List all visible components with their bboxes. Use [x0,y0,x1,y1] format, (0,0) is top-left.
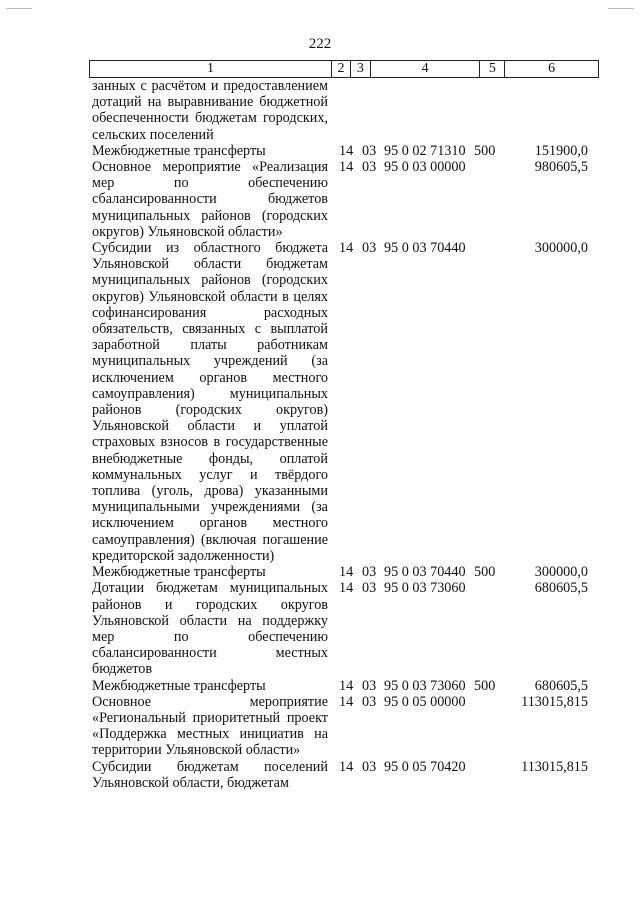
row-target-code: 95 0 05 00000 [384,693,466,710]
row-target-code: 95 0 03 73060 [384,677,466,694]
row-amount: 680605,5 [534,580,588,597]
row-section: 14 [339,142,354,159]
table-row [0,159,640,240]
row-target-code: 95 0 03 70440 [384,564,466,581]
table-header [89,60,599,78]
row-expense-type: 500 [474,677,496,694]
row-amount: 151900,0 [534,142,588,159]
row-amount: 980605,5 [534,159,588,176]
scan-corner-mark [608,8,634,9]
row-subsection: 03 [362,758,377,775]
row-section: 14 [339,758,354,775]
table-row [0,78,640,143]
table-row [0,240,640,564]
row-section: 14 [339,240,354,257]
row-name: Межбюджетные трансферты [92,677,266,694]
header-col-3: 3 [351,61,371,77]
row-name: Межбюджетные трансферты [92,564,266,581]
row-name: занных с расчётом и предоставлением дотаций на выравнивание бюджетной обеспеченности бюджетам городских, сельских поселений [92,78,328,143]
table-row [0,759,640,791]
header-col-4: 4 [371,61,481,77]
row-amount: 680605,5 [534,677,588,694]
row-subsection: 03 [362,693,377,710]
row-amount: 113015,815 [521,758,588,775]
table-row [0,580,640,677]
scan-corner-mark [6,8,32,9]
row-subsection: 03 [362,677,377,694]
table-row [0,694,640,759]
header-col-6: 6 [548,61,556,76]
header-col-1: 1 [90,61,332,77]
row-name: Основное мероприятие «Реализация мер по обеспечению сбалансированности бюджетов муниципальных районов (городских округов) Ульяновской области» [92,159,328,240]
row-subsection: 03 [362,142,377,159]
row-section: 14 [339,159,354,176]
row-name: Основное мероприятие «Региональный приоритетный проект «Поддержка местных инициатив на территории Ульяновской области» [92,693,328,759]
row-target-code: 95 0 03 00000 [384,159,466,176]
row-target-code: 95 0 03 73060 [384,580,466,597]
page-number: 222 [308,36,332,52]
row-expense-type: 500 [474,142,496,159]
row-section: 14 [339,580,354,597]
row-amount: 113015,815 [521,693,588,710]
header-col-2: 2 [332,61,351,77]
row-subsection: 03 [362,159,377,176]
budget-table [0,78,640,791]
row-name: Субсидии из областного бюджета Ульяновской области бюджетам муниципальных районов (городских округов) Ульяновской области в целях софинансирования расходных обязательств, связанных с выплатой заработной платы работникам муниципальных учреждений (за исключением органов местного самоуправления) муниципальных районов (городских округов) Ульяновской области и уплатой страховых взносов в государственные внебюджетные фонды, оплатой коммунальных услуг и твёрдого топлива (уголь, дрова) указанными муниципальными учреждениями (за исключением органов местного самоуправления) (включая погашение кредиторской задолженности) [92,240,328,564]
table-row [0,678,640,694]
row-subsection: 03 [362,564,377,581]
table-row [0,564,640,580]
row-name: Межбюджетные трансферты [92,142,266,159]
row-target-code: 95 0 03 70440 [384,240,466,257]
row-section: 14 [339,564,354,581]
header-col-5: 5 [480,61,505,77]
row-target-code: 95 0 02 71310 [384,142,466,159]
row-subsection: 03 [362,240,377,257]
row-name: Субсидии бюджетам поселений Ульяновской области, бюджетам [92,758,328,791]
row-amount: 300000,0 [534,240,588,257]
row-subsection: 03 [362,580,377,597]
row-expense-type: 500 [474,564,496,581]
row-amount: 300000,0 [534,564,588,581]
row-target-code: 95 0 05 70420 [384,758,466,775]
row-section: 14 [339,677,354,694]
row-name: Дотации бюджетам муниципальных районов и городских округов Ульяновской области на поддержку мер по обеспечению сбалансированности местных бюджетов [92,580,328,678]
row-section: 14 [339,693,354,710]
table-row [0,143,640,159]
